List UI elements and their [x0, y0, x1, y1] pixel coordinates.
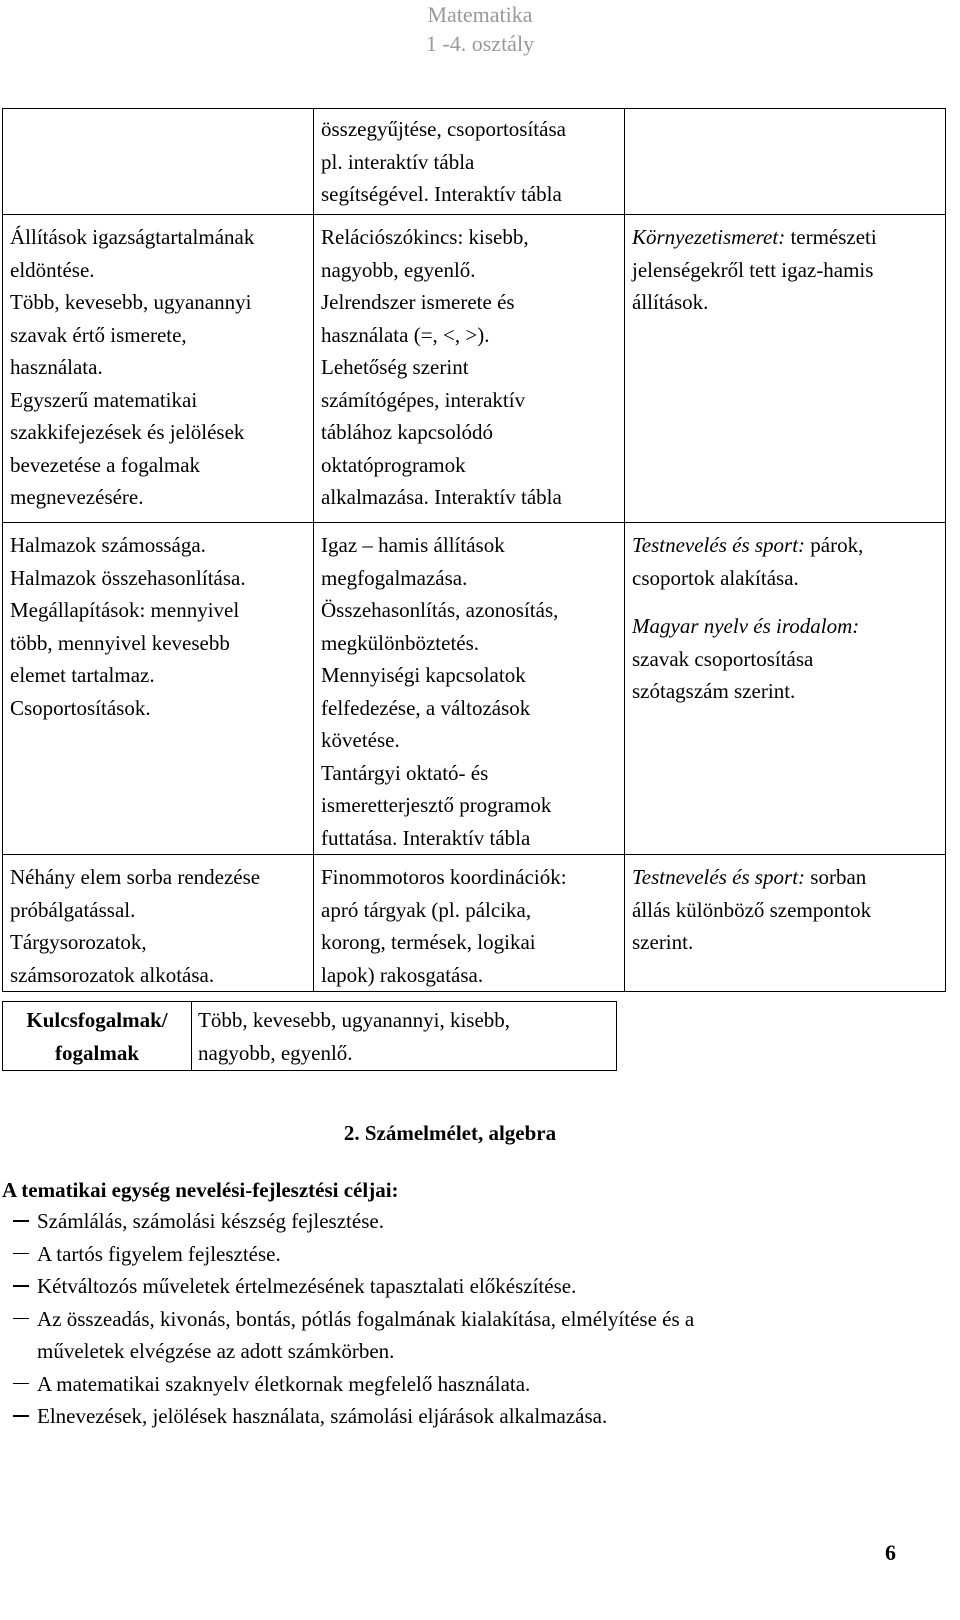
cell-line: korong, termések, logikai — [321, 930, 536, 954]
table-row — [3, 523, 946, 855]
cell-line: Kulcsfogalmak/ — [26, 1008, 168, 1032]
cell-line: Halmazok összehasonlítása. — [10, 565, 246, 590]
cell-line: elemet tartalmaz. — [10, 663, 155, 687]
cell-line: Tárgysorozatok, — [10, 930, 147, 954]
list-item — [0, 1368, 900, 1401]
goals-list — [0, 1205, 900, 1433]
topic-cell — [3, 523, 314, 855]
cell-line: összegyűjtése, csoportosítása — [321, 117, 566, 141]
key-concepts-table — [2, 1001, 617, 1071]
dash-bullet-icon — [13, 1253, 29, 1255]
cell-line: Összehasonlítás, azonosítás, — [321, 598, 559, 622]
subject-label: Magyar nyelv és irodalom: — [632, 614, 860, 638]
cell-line: csoportok alakítása. — [632, 565, 799, 590]
list-item — [0, 1303, 900, 1368]
cell-line: számítógépes, interaktív — [321, 387, 526, 412]
page-header — [0, 0, 960, 58]
activity-cell — [314, 523, 625, 855]
activity-cell — [314, 215, 625, 523]
subject-label: Környezetismeret: — [632, 225, 786, 249]
cell-line: használata (=, <, >). — [321, 322, 490, 347]
cell-line — [632, 861, 938, 894]
subject-label: Testnevelés és sport: — [632, 865, 806, 889]
cell-line: szavak értő ismerete, — [10, 322, 187, 347]
page-number: 6 — [885, 1540, 896, 1565]
list-item-text: Számlálás, számolási készség fejlesztése. — [37, 1209, 384, 1233]
cell-line: Lehetőség szerint — [321, 355, 469, 379]
header-subject: Matematika — [427, 2, 533, 27]
table-row — [3, 1002, 617, 1071]
connection-cell — [625, 109, 946, 215]
cell-line: nagyobb, egyenlő. — [198, 1041, 353, 1065]
header-grade: 1 -4. osztály — [425, 31, 535, 56]
topic-cell — [3, 109, 314, 215]
list-item — [0, 1238, 900, 1271]
cell-line: több, mennyivel kevesebb — [10, 630, 230, 655]
cell-line: pl. interaktív tábla — [321, 149, 475, 174]
list-item-text: műveletek elvégzése az adott számkörben. — [37, 1339, 395, 1363]
cell-line: Mennyiségi kapcsolatok — [321, 663, 526, 687]
list-item-text: A matematikai szaknyelv életkornak megfelelő használata. — [37, 1371, 531, 1396]
cell-line: Igaz – hamis állítások — [321, 533, 505, 557]
cell-line: Néhány elem sorba rendezése — [10, 865, 261, 889]
cell-line: segítségével. Interaktív tábla — [321, 182, 562, 206]
cell-line: követése. — [321, 728, 400, 752]
list-item — [0, 1205, 900, 1238]
table-row — [3, 855, 946, 992]
key-concepts-text — [192, 1002, 617, 1071]
list-item-text: A tartós figyelem fejlesztése. — [37, 1241, 281, 1266]
cell-line: szakkifejezések és jelölések — [10, 420, 245, 444]
cell-line: futtatása. Interaktív tábla — [321, 825, 531, 850]
cell-line: alkalmazása. Interaktív tábla — [321, 485, 562, 509]
cell-line: Finommotoros koordinációk: — [321, 865, 567, 889]
cell-line: lapok) rakosgatása. — [321, 962, 484, 987]
cell-line — [632, 529, 938, 562]
list-item-text: Az összeadás, kivonás, bontás, pótlás fogalmának kialakítása, elmélyítése és a — [37, 1306, 695, 1331]
cell-line: eldöntése. — [10, 257, 95, 282]
list-item-text: Kétváltozós műveletek értelmezésének tapasztalati előkészítése. — [37, 1274, 577, 1298]
activity-cell — [314, 109, 625, 215]
cell-line: nagyobb, egyenlő. — [321, 257, 476, 282]
cell-line: megfogalmazása. — [321, 565, 468, 590]
curriculum-table — [2, 108, 946, 992]
cell-line — [632, 221, 938, 254]
key-concepts-label — [3, 1002, 192, 1071]
dash-bullet-icon — [13, 1318, 29, 1320]
cell-line: fogalmak — [55, 1041, 139, 1065]
activity-cell — [314, 855, 625, 992]
cell-line: Több, kevesebb, ugyanannyi, kisebb, — [198, 1008, 511, 1032]
topic-cell — [3, 215, 314, 523]
cell-line: táblához kapcsolódó — [321, 420, 494, 444]
cell-line: Tantárgyi oktató- és — [321, 760, 489, 785]
cell-line: Több, kevesebb, ugyanannyi — [10, 290, 252, 314]
cell-line: Csoportosítások. — [10, 695, 151, 720]
cell-line: Megállapítások: mennyivel — [10, 598, 240, 622]
cell-line: állítások. — [632, 290, 709, 314]
cell-line: megnevezésére. — [10, 485, 144, 509]
cell-line: Relációszókincs: kisebb, — [321, 225, 529, 249]
cell-line: szerint. — [632, 930, 694, 954]
cell-line: apró tárgyak (pl. pálcika, — [321, 897, 532, 922]
table-row — [3, 109, 946, 215]
cell-line: felfedezése, a változások — [321, 695, 531, 720]
list-item — [0, 1400, 900, 1433]
cell-line: szótagszám szerint. — [632, 679, 796, 703]
cell-line: jelenségekről tett igaz-hamis — [632, 257, 874, 282]
cell-line: Állítások igazságtartalmának — [10, 225, 255, 249]
cell-line: Jelrendszer ismerete és — [321, 290, 515, 314]
cell-line: bevezetése a fogalmak — [10, 452, 201, 477]
subject-text: sorban — [805, 865, 867, 889]
dash-bullet-icon — [13, 1383, 29, 1385]
subject-text: párok, — [805, 533, 864, 557]
cell-line: állás különböző szempontok — [632, 897, 872, 922]
goals-heading: A tematikai egység nevelési-fejlesztési céljai: — [2, 1178, 399, 1202]
dash-bullet-icon — [13, 1415, 29, 1417]
section-title: 2. Számelmélet, algebra — [343, 1121, 557, 1145]
connection-cell — [625, 855, 946, 992]
table-row — [3, 215, 946, 523]
list-item — [0, 1270, 900, 1303]
cell-line: oktatóprogramok — [321, 452, 466, 477]
topic-cell — [3, 855, 314, 992]
list-item-text: Elnevezések, jelölések használata, számolási eljárások alkalmazása. — [37, 1404, 608, 1428]
cell-line: ismeretterjesztő programok — [321, 793, 552, 817]
subject-label: Testnevelés és sport: — [632, 533, 806, 557]
cell-line: Egyszerű matematikai — [10, 387, 198, 412]
cell-line: Halmazok számossága. — [10, 533, 206, 557]
dash-bullet-icon — [13, 1285, 29, 1287]
cell-line: szavak csoportosítása — [632, 646, 814, 671]
cell-line: számsorozatok alkotása. — [10, 962, 215, 987]
cell-line: használata. — [10, 355, 103, 379]
connection-cell — [625, 215, 946, 523]
dash-bullet-icon — [13, 1220, 29, 1222]
subject-text: természeti — [785, 225, 877, 249]
connection-cell — [625, 523, 946, 855]
cell-line: megkülönböztetés. — [321, 630, 480, 655]
cell-line: próbálgatással. — [10, 897, 136, 922]
